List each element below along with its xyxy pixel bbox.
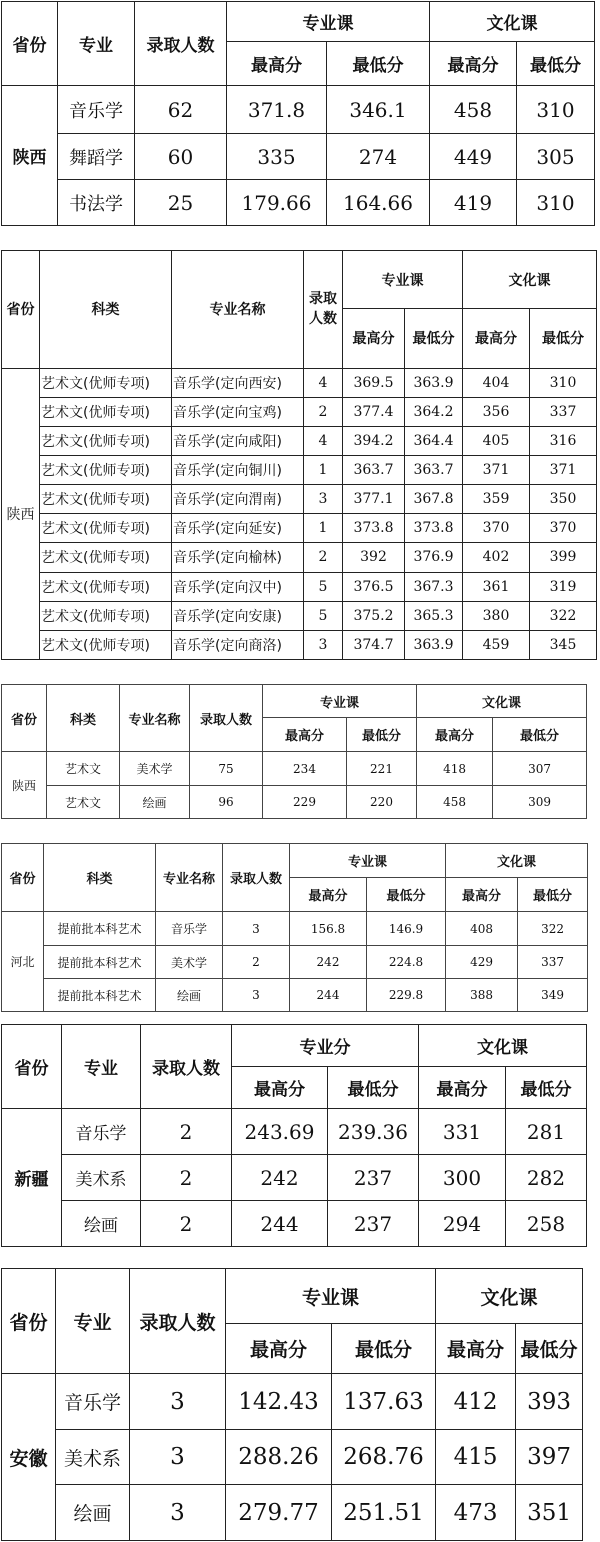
admitted-cell: 2 [141, 1201, 232, 1247]
admitted-cell: 25 [135, 180, 227, 226]
major-cell: 音乐学(定向商洛) [172, 630, 304, 659]
prof-min-cell: 363.7 [405, 455, 463, 484]
prof-max-cell: 244 [232, 1201, 328, 1247]
category-cell: 提前批本科艺术 [44, 946, 156, 979]
admitted-cell: 3 [130, 1374, 226, 1430]
prof-min-cell: 376.9 [405, 543, 463, 572]
cult-max-cell: 408 [446, 912, 518, 946]
table-row [2, 426, 597, 455]
header-cult-max: 最高分 [419, 1067, 506, 1109]
table-row [2, 979, 588, 1012]
category-cell: 艺术文(优师专项) [40, 426, 172, 455]
major-cell: 音乐学(定向汉中) [172, 572, 304, 601]
cult-min-cell: 322 [518, 912, 588, 946]
table-row [2, 946, 588, 979]
header-major-name: 专业名称 [156, 844, 223, 912]
major-cell: 绘画 [120, 786, 190, 819]
cult-min-cell: 322 [530, 601, 597, 630]
admitted-cell: 2 [223, 946, 290, 979]
header-cult-min: 最低分 [517, 42, 595, 86]
admission-table-shaanxi-fine-arts [1, 684, 587, 819]
category-cell: 艺术文 [47, 786, 120, 819]
table-row [2, 786, 587, 819]
major-cell: 舞蹈学 [58, 134, 135, 180]
major-cell: 音乐学(定向榆林) [172, 543, 304, 572]
cult-max-cell: 404 [463, 368, 530, 397]
admitted-cell: 3 [304, 630, 343, 659]
cult-max-cell: 415 [436, 1430, 516, 1485]
cult-min-cell: 305 [517, 134, 595, 180]
admitted-cell: 3 [223, 979, 290, 1012]
header-culture: 文化课 [446, 844, 588, 878]
major-cell: 音乐学(定向延安) [172, 514, 304, 543]
header-province: 省份 [2, 251, 40, 369]
admission-table-hebei [1, 843, 588, 1012]
major-cell: 音乐学(定向铜川) [172, 455, 304, 484]
prof-min-cell: 268.76 [332, 1430, 436, 1485]
cult-max-cell: 371 [463, 455, 530, 484]
header-admitted: 录取人数 [135, 2, 227, 86]
cult-max-cell: 459 [463, 630, 530, 659]
major-cell: 音乐学 [56, 1374, 130, 1430]
header-cult-min: 最低分 [518, 878, 588, 912]
prof-min-cell: 346.1 [327, 86, 430, 134]
prof-min-cell: 364.4 [405, 426, 463, 455]
major-cell: 书法学 [58, 180, 135, 226]
province-cell: 陕西 [2, 752, 47, 819]
header-prof-min: 最低分 [327, 42, 430, 86]
header-cult-max: 最高分 [417, 718, 493, 752]
cult-min-cell: 281 [506, 1109, 587, 1155]
header-admitted: 录取人数 [141, 1025, 232, 1109]
prof-min-cell: 137.63 [332, 1374, 436, 1430]
cult-min-cell: 399 [530, 543, 597, 572]
prof-max-cell: 179.66 [227, 180, 327, 226]
prof-max-cell: 335 [227, 134, 327, 180]
major-cell: 音乐学 [58, 86, 135, 134]
prof-min-cell: 274 [327, 134, 430, 180]
table-row [2, 514, 597, 543]
cult-max-cell: 370 [463, 514, 530, 543]
cult-min-cell: 282 [506, 1155, 587, 1201]
cult-min-cell: 397 [516, 1430, 583, 1485]
province-cell: 陕西 [2, 86, 58, 226]
table-row [2, 397, 597, 426]
header-cult-min: 最低分 [506, 1067, 587, 1109]
prof-min-cell: 237 [328, 1155, 419, 1201]
table-row [2, 912, 588, 946]
header-province: 省份 [2, 2, 58, 86]
header-province: 省份 [2, 1269, 56, 1374]
province-cell: 陕西 [2, 368, 40, 659]
header-major: 专业 [62, 1025, 141, 1109]
admitted-cell: 1 [304, 455, 343, 484]
cult-max-cell: 294 [419, 1201, 506, 1247]
cult-max-cell: 458 [430, 86, 517, 134]
admitted-cell: 60 [135, 134, 227, 180]
header-prof-max: 最高分 [343, 309, 405, 368]
admitted-cell: 1 [304, 514, 343, 543]
header-major: 专业 [56, 1269, 130, 1374]
prof-min-cell: 237 [328, 1201, 419, 1247]
major-cell: 绘画 [56, 1485, 130, 1541]
cult-min-cell: 351 [516, 1485, 583, 1541]
header-category: 科类 [40, 251, 172, 369]
header-prof-min: 最低分 [328, 1067, 419, 1109]
header-prof-min: 最低分 [347, 718, 417, 752]
header-category: 科类 [44, 844, 156, 912]
table-row [2, 485, 597, 514]
admitted-cell: 3 [223, 912, 290, 946]
category-cell: 艺术文(优师专项) [40, 514, 172, 543]
cult-min-cell: 309 [493, 786, 587, 819]
cult-min-cell: 316 [530, 426, 597, 455]
header-professional: 专业课 [343, 251, 463, 309]
prof-max-cell: 376.5 [343, 572, 405, 601]
header-category: 科类 [47, 685, 120, 752]
cult-min-cell: 370 [530, 514, 597, 543]
table-row [2, 752, 587, 786]
prof-max-cell: 369.5 [343, 368, 405, 397]
header-prof-max: 最高分 [263, 718, 347, 752]
major-cell: 美术系 [56, 1430, 130, 1485]
header-major-name: 专业名称 [172, 251, 304, 369]
cult-min-cell: 337 [518, 946, 588, 979]
major-cell: 音乐学(定向咸阳) [172, 426, 304, 455]
cult-max-cell: 300 [419, 1155, 506, 1201]
prof-max-cell: 377.4 [343, 397, 405, 426]
table-row [2, 1155, 587, 1201]
province-cell: 新疆 [2, 1109, 62, 1247]
cult-max-cell: 418 [417, 752, 493, 786]
prof-min-cell: 363.9 [405, 368, 463, 397]
prof-min-cell: 229.8 [367, 979, 446, 1012]
major-cell: 绘画 [62, 1201, 141, 1247]
header-cult-max: 最高分 [430, 42, 517, 86]
prof-min-cell: 373.8 [405, 514, 463, 543]
category-cell: 艺术文(优师专项) [40, 601, 172, 630]
header-prof-max: 最高分 [290, 878, 367, 912]
cult-min-cell: 393 [516, 1374, 583, 1430]
table-row [2, 1430, 583, 1485]
prof-max-cell: 371.8 [227, 86, 327, 134]
prof-min-cell: 364.2 [405, 397, 463, 426]
table-row [2, 455, 597, 484]
prof-min-cell: 251.51 [332, 1485, 436, 1541]
header-culture: 文化课 [430, 2, 595, 42]
header-province: 省份 [2, 844, 44, 912]
prof-max-cell: 279.77 [226, 1485, 332, 1541]
header-cult-max: 最高分 [463, 309, 530, 368]
category-cell: 艺术文(优师专项) [40, 368, 172, 397]
major-cell: 音乐学(定向渭南) [172, 485, 304, 514]
header-cult-min: 最低分 [493, 718, 587, 752]
prof-max-cell: 234 [263, 752, 347, 786]
cult-min-cell: 310 [517, 86, 595, 134]
header-professional: 专业课 [226, 1269, 436, 1324]
cult-max-cell: 405 [463, 426, 530, 455]
major-cell: 美术系 [62, 1155, 141, 1201]
cult-max-cell: 388 [446, 979, 518, 1012]
table-row [2, 368, 597, 397]
major-cell: 音乐学 [62, 1109, 141, 1155]
table-row [2, 134, 595, 180]
header-province: 省份 [2, 685, 47, 752]
cult-max-cell: 429 [446, 946, 518, 979]
table-row [2, 1109, 587, 1155]
major-cell: 音乐学(定向宝鸡) [172, 397, 304, 426]
header-prof-min: 最低分 [405, 309, 463, 368]
admitted-cell: 3 [304, 485, 343, 514]
prof-max-cell: 242 [232, 1155, 328, 1201]
admitted-cell: 5 [304, 601, 343, 630]
header-prof-max: 最高分 [227, 42, 327, 86]
admitted-cell: 2 [304, 397, 343, 426]
table-row [2, 86, 595, 134]
table-row [2, 601, 597, 630]
cult-min-cell: 319 [530, 572, 597, 601]
cult-min-cell: 258 [506, 1201, 587, 1247]
major-cell: 音乐学 [156, 912, 223, 946]
cult-min-cell: 310 [517, 180, 595, 226]
admitted-cell: 2 [304, 543, 343, 572]
table-row [2, 1485, 583, 1541]
table-row [2, 1201, 587, 1247]
header-cult-min: 最低分 [516, 1324, 583, 1374]
cult-max-cell: 380 [463, 601, 530, 630]
major-cell: 音乐学(定向安康) [172, 601, 304, 630]
header-cult-max: 最高分 [446, 878, 518, 912]
header-admitted: 录取人数 [223, 844, 290, 912]
header-culture: 文化课 [436, 1269, 583, 1324]
admitted-cell: 4 [304, 426, 343, 455]
prof-min-cell: 239.36 [328, 1109, 419, 1155]
admitted-cell: 96 [190, 786, 263, 819]
cult-max-cell: 402 [463, 543, 530, 572]
cult-max-cell: 356 [463, 397, 530, 426]
header-prof-max: 最高分 [226, 1324, 332, 1374]
admission-table-shaanxi-directed-music [1, 250, 597, 660]
admitted-cell: 4 [304, 368, 343, 397]
prof-max-cell: 242 [290, 946, 367, 979]
cult-max-cell: 359 [463, 485, 530, 514]
cult-max-cell: 331 [419, 1109, 506, 1155]
prof-max-cell: 288.26 [226, 1430, 332, 1485]
header-province: 省份 [2, 1025, 62, 1109]
cult-min-cell: 371 [530, 455, 597, 484]
prof-min-cell: 146.9 [367, 912, 446, 946]
category-cell: 艺术文(优师专项) [40, 543, 172, 572]
prof-min-cell: 367.8 [405, 485, 463, 514]
prof-max-cell: 375.2 [343, 601, 405, 630]
category-cell: 艺术文(优师专项) [40, 485, 172, 514]
category-cell: 艺术文(优师专项) [40, 397, 172, 426]
prof-max-cell: 363.7 [343, 455, 405, 484]
prof-max-cell: 377.1 [343, 485, 405, 514]
admitted-cell: 3 [130, 1430, 226, 1485]
header-cult-min: 最低分 [530, 309, 597, 368]
table-row [2, 572, 597, 601]
admitted-cell: 62 [135, 86, 227, 134]
prof-max-cell: 392 [343, 543, 405, 572]
header-admitted: 录取人数 [304, 251, 343, 369]
cult-max-cell: 449 [430, 134, 517, 180]
prof-max-cell: 156.8 [290, 912, 367, 946]
prof-min-cell: 164.66 [327, 180, 430, 226]
cult-max-cell: 412 [436, 1374, 516, 1430]
table-row [2, 630, 597, 659]
admission-table-xinjiang [1, 1024, 587, 1247]
admitted-cell: 2 [141, 1155, 232, 1201]
prof-max-cell: 142.43 [226, 1374, 332, 1430]
category-cell: 艺术文(优师专项) [40, 630, 172, 659]
cult-max-cell: 458 [417, 786, 493, 819]
prof-min-cell: 224.8 [367, 946, 446, 979]
admitted-cell: 2 [141, 1109, 232, 1155]
prof-min-cell: 365.3 [405, 601, 463, 630]
header-professional: 专业课 [290, 844, 446, 878]
prof-min-cell: 220 [347, 786, 417, 819]
admitted-cell: 5 [304, 572, 343, 601]
header-cult-max: 最高分 [436, 1324, 516, 1374]
header-major-name: 专业名称 [120, 685, 190, 752]
cult-max-cell: 473 [436, 1485, 516, 1541]
header-prof-min: 最低分 [332, 1324, 436, 1374]
prof-max-cell: 243.69 [232, 1109, 328, 1155]
admission-table-anhui [1, 1268, 583, 1541]
header-culture: 文化课 [463, 251, 597, 309]
admission-table-shaanxi-music-dance-calligraphy [1, 1, 595, 226]
header-admitted: 录取人数 [130, 1269, 226, 1374]
prof-max-cell: 374.7 [343, 630, 405, 659]
table-row [2, 1374, 583, 1430]
category-cell: 提前批本科艺术 [44, 979, 156, 1012]
cult-min-cell: 349 [518, 979, 588, 1012]
major-cell: 美术学 [156, 946, 223, 979]
major-cell: 美术学 [120, 752, 190, 786]
category-cell: 提前批本科艺术 [44, 912, 156, 946]
table-row [2, 543, 597, 572]
header-prof-min: 最低分 [367, 878, 446, 912]
cult-max-cell: 361 [463, 572, 530, 601]
header-culture: 文化课 [417, 685, 587, 718]
header-admitted: 录取人数 [190, 685, 263, 752]
major-cell: 音乐学(定向西安) [172, 368, 304, 397]
header-professional: 专业分 [232, 1025, 419, 1067]
province-cell: 河北 [2, 912, 44, 1012]
header-major: 专业 [58, 2, 135, 86]
header-professional: 专业课 [263, 685, 417, 718]
cult-min-cell: 307 [493, 752, 587, 786]
header-professional: 专业课 [227, 2, 430, 42]
prof-max-cell: 229 [263, 786, 347, 819]
cult-max-cell: 419 [430, 180, 517, 226]
cult-min-cell: 350 [530, 485, 597, 514]
cult-min-cell: 310 [530, 368, 597, 397]
admitted-cell: 3 [130, 1485, 226, 1541]
table-row [2, 180, 595, 226]
cult-min-cell: 345 [530, 630, 597, 659]
category-cell: 艺术文(优师专项) [40, 572, 172, 601]
prof-max-cell: 373.8 [343, 514, 405, 543]
category-cell: 艺术文(优师专项) [40, 455, 172, 484]
prof-max-cell: 244 [290, 979, 367, 1012]
prof-min-cell: 221 [347, 752, 417, 786]
prof-min-cell: 363.9 [405, 630, 463, 659]
major-cell: 绘画 [156, 979, 223, 1012]
admitted-cell: 75 [190, 752, 263, 786]
header-culture: 文化课 [419, 1025, 587, 1067]
province-cell: 安徽 [2, 1374, 56, 1541]
prof-max-cell: 394.2 [343, 426, 405, 455]
cult-min-cell: 337 [530, 397, 597, 426]
category-cell: 艺术文 [47, 752, 120, 786]
header-prof-max: 最高分 [232, 1067, 328, 1109]
prof-min-cell: 367.3 [405, 572, 463, 601]
